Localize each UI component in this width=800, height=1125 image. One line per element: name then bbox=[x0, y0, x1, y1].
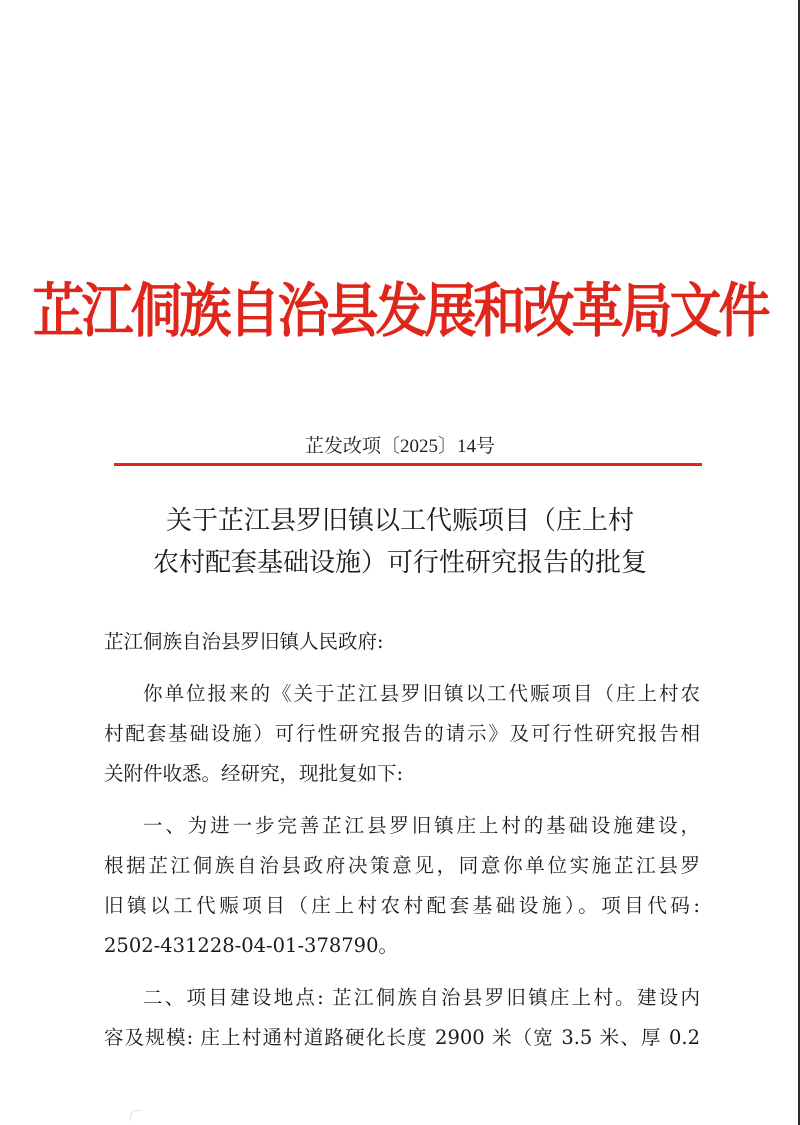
addressee: 芷江侗族自治县罗旧镇人民政府: bbox=[104, 630, 384, 653]
paragraph-3-line-1: 二、项目建设地点: 芷江侗族自治县罗旧镇庄上村。建设内 bbox=[143, 986, 700, 1009]
document-header-title: 芷江侗族自治县发展和改革局文件 bbox=[32, 277, 768, 346]
paragraph-2-line-3: 旧镇以工代赈项目（庄上村农村配套基础设施）。项目代码: bbox=[104, 894, 700, 917]
document-number: 芷发改项〔2025〕14号 bbox=[304, 436, 495, 457]
paragraph-3-line-2: 容及规模: 庄上村通村道路硬化长度 2900 米（宽 3.5 米、厚 0.2 bbox=[104, 1026, 700, 1049]
document-body bbox=[104, 622, 700, 1058]
paragraph-1-line-1: 你单位报来的《关于芷江县罗旧镇以工代赈项目（庄上村农 bbox=[143, 682, 700, 705]
paragraph-2-line-1: 一、为进一步完善芷江县罗旧镇庄上村的基础设施建设， bbox=[143, 814, 700, 837]
paragraph-1-line-2: 村配套基础设施）可行性研究报告的请示》及可行性研究报告相 bbox=[104, 722, 700, 745]
subject-line-1: 关于芷江县罗旧镇以工代赈项目（庄上村 bbox=[165, 506, 634, 536]
paragraph-2-line-2: 根据芷江侗族自治县政府决策意见，同意你单位实施芷江县罗 bbox=[104, 854, 700, 877]
paragraph-1-line-3: 关附件收悉。经研究，现批复如下: bbox=[104, 762, 404, 785]
subject-line-2: 农村配套基础设施）可行性研究报告的批复 bbox=[152, 548, 647, 578]
paragraph-2-line-4: 2502-431228-04-01-378790。 bbox=[104, 934, 398, 957]
scan-artifact-mark bbox=[130, 1110, 141, 1121]
document-subject bbox=[0, 500, 800, 584]
red-divider-line bbox=[114, 463, 702, 466]
